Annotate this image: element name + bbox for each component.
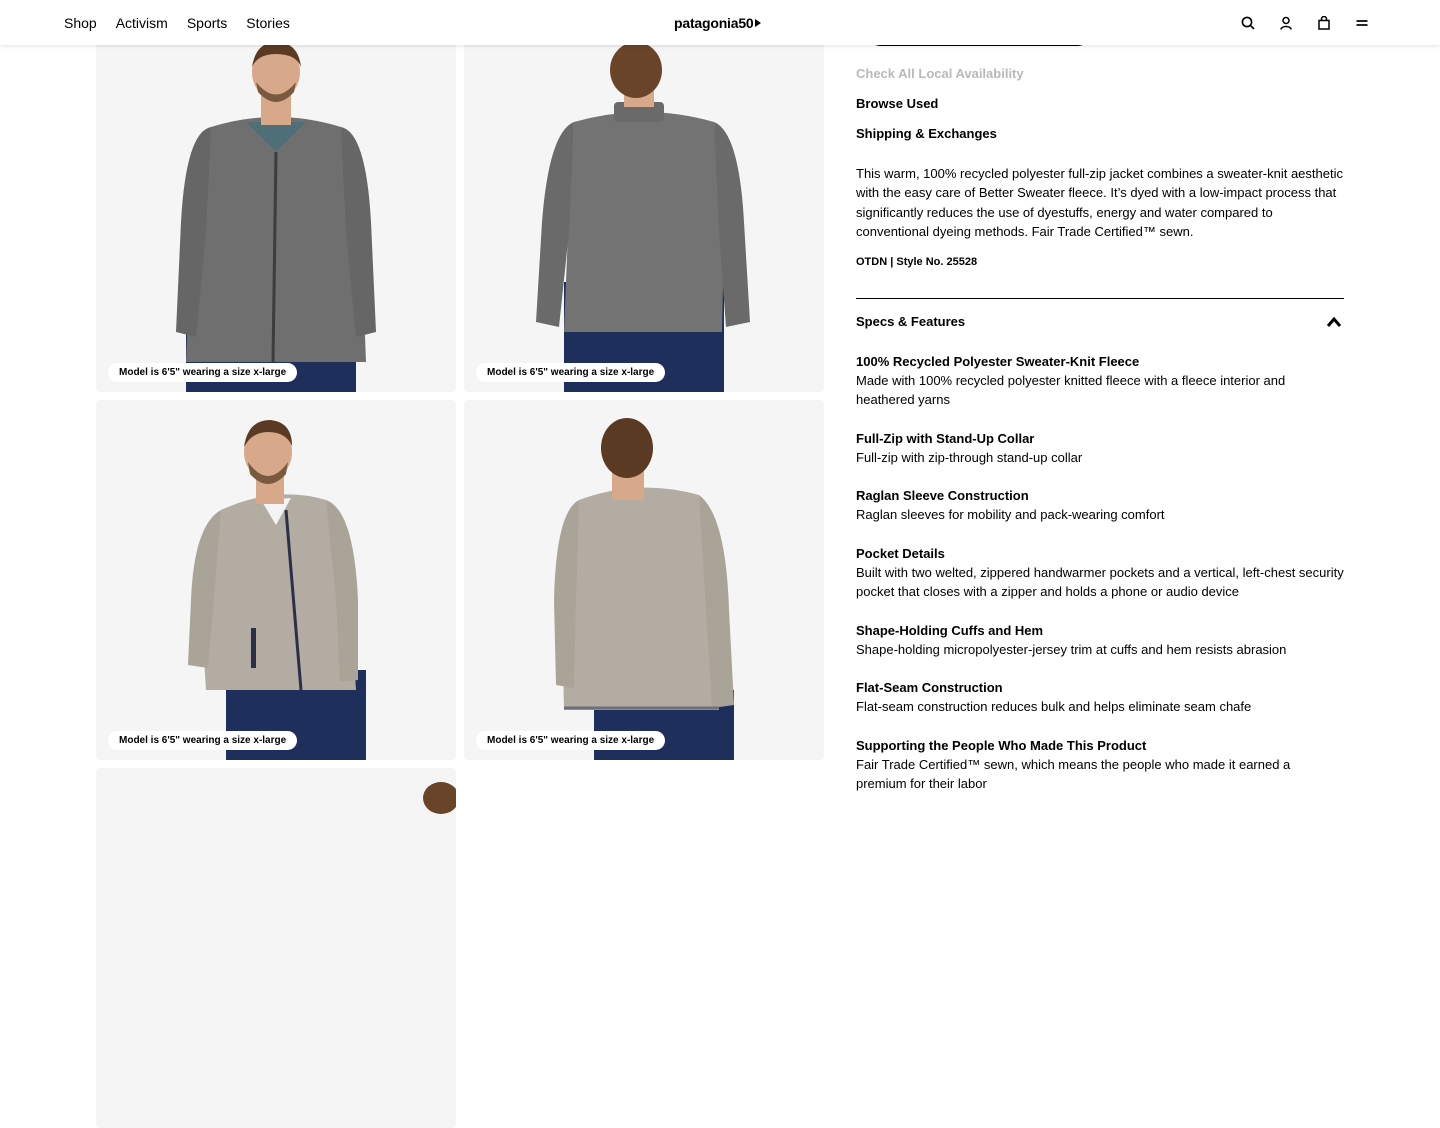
product-image-partial[interactable] xyxy=(96,768,456,1128)
model-side-illustration xyxy=(96,400,456,760)
menu-icon[interactable] xyxy=(1354,15,1370,31)
main-nav xyxy=(64,0,290,45)
patagonia-logo[interactable] xyxy=(674,13,761,32)
feature-item xyxy=(856,736,1344,794)
nav-activism[interactable]: Activism xyxy=(115,14,168,31)
site-header xyxy=(0,0,1440,45)
product-image-three-quarter[interactable] xyxy=(96,400,456,760)
check-availability-link[interactable]: Check All Local Availability xyxy=(856,66,1024,81)
model-back-side-illustration xyxy=(464,400,824,760)
feature-desc: Built with two welted, zippered handwarmer pockets and a vertical, left-chest security pocket that closes with a zipper and holds a phone or audio device xyxy=(856,565,1344,600)
feature-item xyxy=(856,621,1344,659)
feature-title: Flat-Seam Construction xyxy=(856,680,1003,695)
product-description: This warm, 100% recycled polyester full-zip jacket combines a sweater-knit aesthetic with the easy care of Better Sweater fleece. It’s dyed with a low-impact process that significantly reduces the use of dyestuffs, energy and water compared to conventional dyeing methods. Fair Trade Certified™ sewn. xyxy=(856,166,1343,239)
search-icon[interactable] xyxy=(1240,15,1256,31)
chevron-up-icon[interactable] xyxy=(1326,316,1342,328)
nav-stories[interactable]: Stories xyxy=(246,14,290,31)
feature-desc: Full-zip with zip-through stand-up collar xyxy=(856,450,1083,466)
logo-arrow-icon xyxy=(755,19,761,27)
section-divider xyxy=(856,298,1344,299)
browse-used-link[interactable]: Browse Used xyxy=(856,96,939,111)
model-size-badge: Model is 6'5" wearing a size x-large xyxy=(476,363,665,382)
nav-sports[interactable]: Sports xyxy=(186,14,228,31)
model-size-badge: Model is 6'5" wearing a size x-large xyxy=(108,363,297,382)
model-back-illustration xyxy=(464,32,824,392)
product-image-back-three-quarter[interactable] xyxy=(464,400,824,760)
shipping-exchanges-link[interactable]: Shipping & Exchanges xyxy=(856,126,997,141)
feature-title: Shape-Holding Cuffs and Hem xyxy=(856,623,1044,638)
account-icon[interactable] xyxy=(1278,15,1294,31)
logo-text: patagonia xyxy=(674,14,739,31)
feature-item xyxy=(856,486,1344,524)
style-number: OTDN | Style No. 25528 xyxy=(856,256,978,268)
feature-item xyxy=(856,352,1344,410)
nav-shop[interactable]: Shop xyxy=(64,14,97,31)
feature-desc: Flat-seam construction reduces bulk and helps eliminate seam chafe xyxy=(856,699,1252,715)
model-size-badge: Model is 6'5" wearing a size x-large xyxy=(476,731,665,750)
feature-title: Full-Zip with Stand-Up Collar xyxy=(856,431,1035,446)
feature-item xyxy=(856,429,1344,467)
feature-desc: Shape-holding micropolyester-jersey trim at cuffs and hem resists abrasion xyxy=(856,642,1287,658)
product-image-back[interactable] xyxy=(464,32,824,392)
model-size-badge: Model is 6'5" wearing a size x-large xyxy=(108,731,297,750)
feature-title: 100% Recycled Polyester Sweater-Knit Fleece xyxy=(856,354,1140,369)
feature-title: Raglan Sleeve Construction xyxy=(856,488,1029,503)
feature-desc: Raglan sleeves for mobility and pack-wearing comfort xyxy=(856,507,1165,523)
feature-desc: Made with 100% recycled polyester knitted fleece with a fleece interior and heathered yarns xyxy=(856,373,1286,408)
model-partial-illustration xyxy=(96,768,456,1128)
feature-item xyxy=(856,544,1344,602)
feature-title: Supporting the People Who Made This Product xyxy=(856,738,1147,753)
specs-features-toggle[interactable]: Specs & Features xyxy=(856,314,966,329)
logo-suffix: 50 xyxy=(738,14,754,31)
model-front-illustration xyxy=(96,32,456,392)
cart-icon[interactable] xyxy=(1316,15,1332,31)
feature-item xyxy=(856,678,1344,716)
feature-desc: Fair Trade Certified™ sewn, which means the people who made it earned a premium for their labor xyxy=(856,757,1291,792)
product-image-front[interactable] xyxy=(96,32,456,392)
header-icons xyxy=(1240,0,1370,45)
feature-title: Pocket Details xyxy=(856,546,945,561)
